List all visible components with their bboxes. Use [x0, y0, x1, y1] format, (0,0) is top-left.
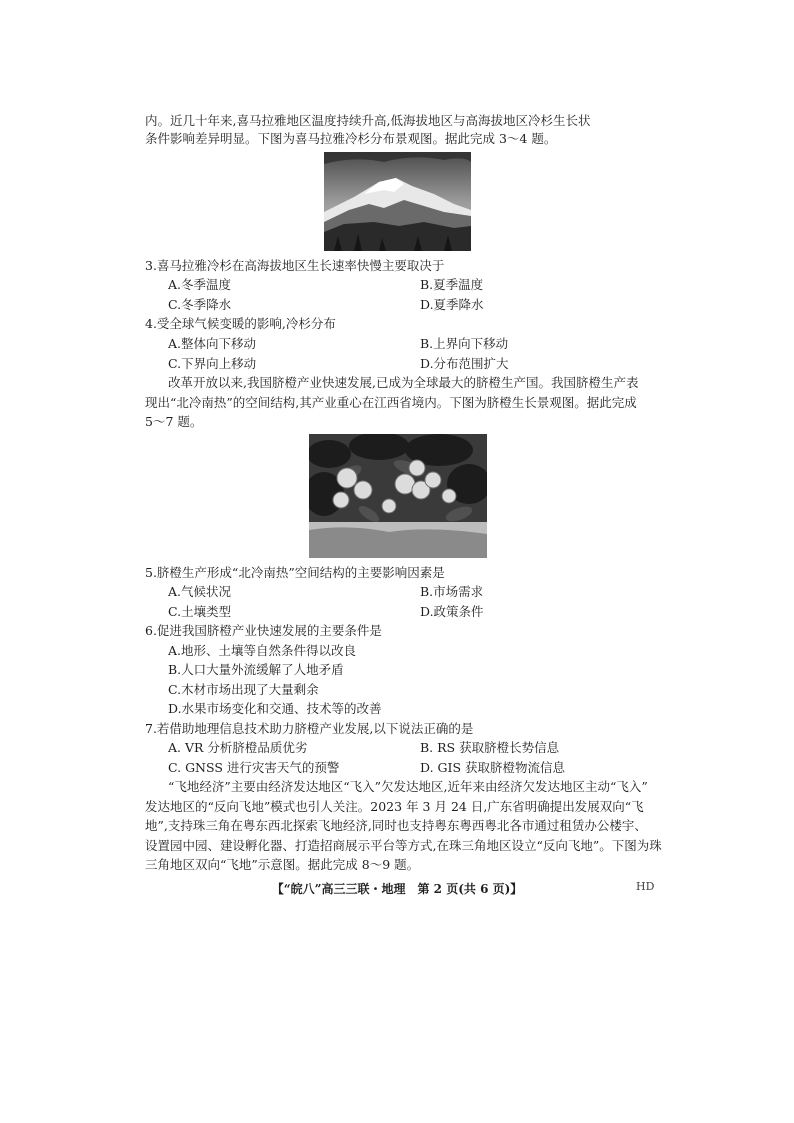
question-5-stem: 5.脐橙生产形成“北冷南热”空间结构的主要影响因素是: [145, 565, 445, 580]
q3-option-c[interactable]: C.冬季降水: [168, 297, 232, 312]
passage-enclave-line-2: 发达地区的“反向飞地”模式也引人关注。2023 年 3 月 24 日,广东省明确提出发展双向“飞: [145, 799, 644, 814]
question-3-stem: 3.喜马拉雅冷杉在高海拔地区生长速率快慢主要取决于: [145, 258, 445, 273]
question-4-stem: 4.受全球气候变暖的影响,冷杉分布: [145, 316, 336, 331]
q3-option-d[interactable]: D.夏季降水: [420, 297, 484, 312]
question-6-stem: 6.促进我国脐橙产业快速发展的主要条件是: [145, 623, 382, 638]
passage-orange-line-1: 改革开放以来,我国脐橙产业快速发展,已成为全球最大的脐橙生产国。我国脐橙生产表: [168, 375, 639, 390]
q5-option-a[interactable]: A.气候状况: [168, 584, 232, 599]
q3-option-b[interactable]: B.夏季温度: [420, 277, 484, 292]
footer-corner-code: HD: [636, 880, 655, 893]
q5-option-c[interactable]: C.土壤类型: [168, 604, 232, 619]
passage-orange-line-3: 5～7 题。: [145, 414, 203, 429]
passage-fir-line-2: 条件影响差异明显。下图为喜马拉雅冷杉分布景观图。据此完成 3～4 题。: [145, 131, 557, 146]
passage-fir-line-1: 内。近几十年来,喜马拉雅地区温度持续升高,低海拔地区与高海拔地区冷杉生长状: [145, 113, 591, 128]
page-footer: 【“皖八”高三三联・地理 第 2 页(共 6 页)】: [271, 882, 523, 896]
q7-option-a[interactable]: A. VR 分析脐橙品质优劣: [168, 740, 308, 755]
q7-option-c[interactable]: C. GNSS 进行灾害天气的预警: [168, 760, 340, 775]
passage-enclave-line-5: 三角地区双向“飞地”示意图。据此完成 8～9 题。: [145, 857, 420, 872]
q7-option-b[interactable]: B. RS 获取脐橙长势信息: [420, 740, 560, 755]
passage-enclave-line-1: “飞地经济”主要由经济发达地区“飞入”欠发达地区,近年来由经济欠发达地区主动“飞入”: [168, 779, 648, 794]
himalaya-fir-photo: [324, 152, 471, 251]
question-7-stem: 7.若借助地理信息技术助力脐橙产业发展,以下说法正确的是: [145, 721, 474, 736]
q7-option-d[interactable]: D. GIS 获取脐橙物流信息: [420, 760, 565, 775]
q6-option-a[interactable]: A.地形、土壤等自然条件得以改良: [168, 643, 357, 658]
q4-option-a[interactable]: A.整体向下移动: [168, 336, 257, 351]
q4-option-c[interactable]: C.下界向上移动: [168, 356, 257, 371]
passage-enclave-line-4: 设置园中园、建设孵化器、打造招商展示平台等方式,在珠三角地区设立“反向飞地”。下图为珠: [145, 838, 662, 853]
passage-orange-line-2: 现出“北冷南热”的空间结构,其产业重心在江西省境内。下图为脐橙生长景观图。据此完成: [145, 395, 637, 410]
passage-enclave-line-3: 地”,支持珠三角在粤东西北探索飞地经济,同时也支持粤东粤西粤北各市通过租赁办公楼宇、: [145, 818, 647, 833]
q5-option-d[interactable]: D.政策条件: [420, 604, 484, 619]
navel-orange-photo: [309, 434, 487, 558]
q5-option-b[interactable]: B.市场需求: [420, 584, 484, 599]
q6-option-b[interactable]: B.人口大量外流缓解了人地矛盾: [168, 662, 344, 677]
q4-option-b[interactable]: B.上界向下移动: [420, 336, 509, 351]
q6-option-d[interactable]: D.水果市场变化和交通、技术等的改善: [168, 701, 382, 716]
q6-option-c[interactable]: C.木材市场出现了大量剩余: [168, 682, 319, 697]
q3-option-a[interactable]: A.冬季温度: [168, 277, 232, 292]
q4-option-d[interactable]: D.分布范围扩大: [420, 356, 509, 371]
